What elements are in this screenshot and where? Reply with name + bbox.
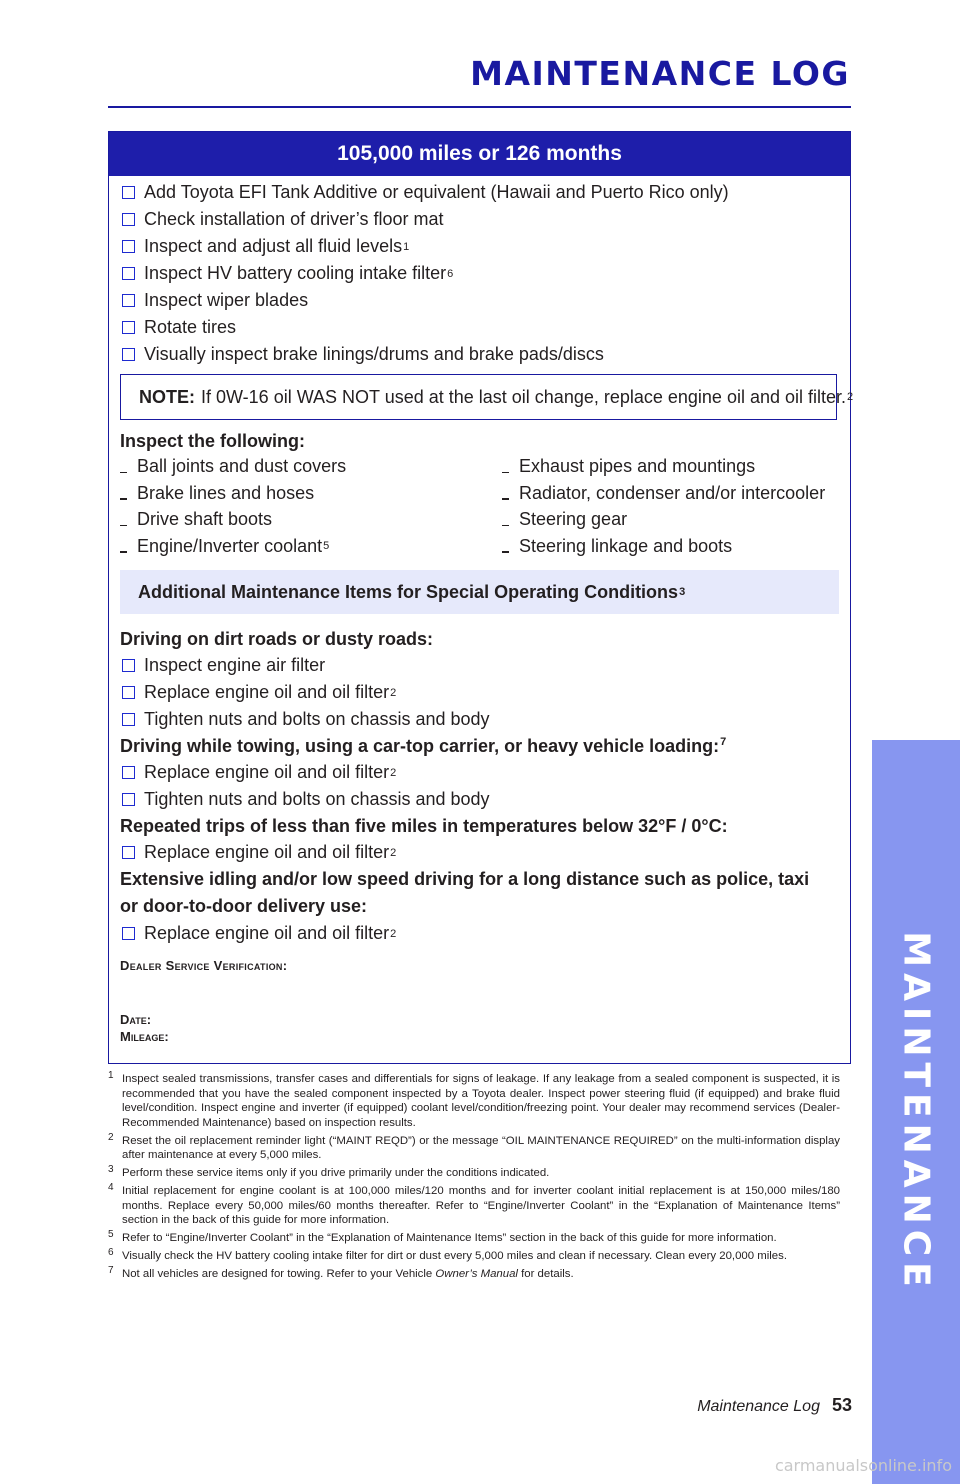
dash-marker — [120, 551, 127, 553]
mileage-label: Mileage: — [120, 1029, 169, 1044]
condition-heading-text: Extensive idling and/or low speed driving for a long distance such as police, taxi or door-to-door delivery use: — [120, 869, 810, 916]
owners-manual-title: Owner’s Manual — [435, 1268, 518, 1280]
inspect-item — [120, 506, 346, 533]
condition-heading — [120, 866, 820, 920]
checklist-item: Replace engine oil and oil filter 2 — [122, 839, 840, 866]
condition-checklist — [120, 920, 840, 947]
page-footer — [697, 1395, 852, 1416]
inspect-item — [502, 480, 825, 507]
checkbox[interactable] — [122, 267, 135, 280]
checklist-item — [122, 206, 729, 233]
inspect-list-left — [120, 453, 346, 559]
title-divider — [108, 106, 851, 108]
checklist-item — [122, 314, 729, 341]
footnote-ref: 7 — [720, 736, 727, 748]
checkbox[interactable] — [122, 321, 135, 334]
section-tab — [872, 740, 960, 1484]
checkbox[interactable] — [122, 793, 135, 806]
condition-heading — [120, 733, 840, 759]
footnote — [108, 1166, 840, 1181]
checklist-item — [122, 706, 840, 733]
checklist-item: Replace engine oil and oil filter 2 — [122, 759, 840, 786]
inspect-item-text: Engine/Inverter coolant — [137, 535, 323, 556]
inspect-item-text: Brake lines and hoses — [137, 482, 315, 503]
inspect-item-text: Ball joints and dust covers — [137, 456, 347, 476]
dash-marker — [502, 551, 509, 553]
inspect-item: Engine/Inverter coolant 5 — [120, 533, 346, 560]
note-text: If 0W-16 oil WAS NOT used at the last oil change, replace engine oil and oil filter. — [201, 386, 847, 407]
footer-section-label: Maintenance Log — [697, 1398, 820, 1415]
checklist-item-text: Replace engine oil and oil filter — [144, 762, 390, 782]
footnote-text: Refer to “Engine/Inverter Coolant” in the “Explanation of Maintenance Items” section in the back of this guide for more information. — [122, 1232, 777, 1244]
section-tab-label: MAINTENANCE — [895, 931, 937, 1293]
note-label: NOTE: — [139, 386, 195, 407]
footnote-number: 3 — [108, 1164, 114, 1175]
watermark: carmanualsonline.info — [774, 1456, 952, 1475]
footnote-number: 6 — [108, 1247, 114, 1258]
inspect-item-text: Radiator, condenser and/or intercooler — [519, 482, 826, 503]
footnote-text: Visually check the HV battery cooling intake filter for dirt or dust every 5,000 miles and clean if necessary. Clean every 20,000 miles. — [122, 1250, 787, 1262]
footnote-number: 2 — [108, 1131, 114, 1143]
checklist-item-text: Inspect engine air filter — [144, 655, 326, 675]
checklist-item-text: Check installation of driver’s floor mat — [144, 209, 444, 229]
checklist-item — [122, 652, 840, 679]
inspect-item — [120, 480, 346, 507]
oil-note: NOTE: If 0W-16 oil WAS NOT used at the last oil change, replace engine oil and oil filter. 2 — [120, 374, 837, 420]
inspect-heading: Inspect the following: — [120, 431, 305, 451]
page-title: MAINTENANCE LOG — [470, 54, 850, 93]
checklist-item: Inspect HV battery cooling intake filter 6 — [122, 260, 729, 287]
condition-checklist — [120, 759, 840, 813]
footnote-text: Initial replacement for engine coolant is at 100,000 miles/120 months and for inverter coolant initial replacement is at 150,000 miles/180 months. Replace every 50,000 miles/60 months thereafter. Refer to “Engine/Inverter Coolant” in the “Explanation of Maintenance Items” section in the back of this guide for more information. — [122, 1185, 840, 1226]
footnote-number: 5 — [108, 1229, 114, 1240]
checkbox[interactable] — [122, 846, 135, 859]
footnote-text: for details. — [517, 1268, 574, 1280]
footnote-text: Reset the oil replacement reminder light (“MAINT REQD”) or the message “OIL MAINTENANCE REQUIRED” on the multi-information display after maintenance at every 5,000 miles. — [122, 1134, 840, 1161]
checklist-item-text: Replace engine oil and oil filter — [144, 842, 390, 862]
checklist-item — [122, 179, 729, 206]
checkbox[interactable] — [122, 713, 135, 726]
footnote-text: Perform these service items only if you drive primarily under the conditions indicated. — [122, 1167, 550, 1179]
checkbox[interactable] — [122, 659, 135, 672]
inspect-item-text: Drive shaft boots — [137, 509, 273, 529]
checklist-item-text: Tighten nuts and bolts on chassis and body — [144, 789, 490, 809]
checklist-item: Replace engine oil and oil filter 2 — [122, 920, 840, 947]
dash-marker — [502, 525, 509, 527]
date-label: Date: — [120, 1012, 152, 1027]
condition-heading — [120, 813, 840, 839]
condition-checklist — [120, 652, 840, 733]
checklist-item: Inspect and adjust all fluid levels 1 — [122, 233, 729, 260]
dealer-service-verification: Dealer Service Verification: — [120, 958, 288, 973]
special-conditions — [120, 626, 840, 947]
condition-heading — [120, 626, 840, 652]
inspect-item-text: Steering linkage and boots — [519, 535, 733, 556]
checklist-item-text: Replace engine oil and oil filter — [144, 923, 390, 943]
inspect-item — [502, 506, 825, 533]
checklist-item-text: Rotate tires — [144, 317, 237, 337]
interval-header: 105,000 miles or 126 months — [109, 132, 850, 176]
checklist-item-text: Inspect wiper blades — [144, 290, 309, 310]
checkbox[interactable] — [122, 348, 135, 361]
checklist-item: Replace engine oil and oil filter 2 — [122, 679, 840, 706]
checkbox[interactable] — [122, 213, 135, 226]
footnote-number: 1 — [108, 1070, 114, 1081]
dash-marker — [502, 498, 509, 500]
condition-heading-text: Driving on dirt roads or dusty roads: — [120, 629, 434, 649]
inspect-item-text: Exhaust pipes and mountings — [519, 456, 756, 476]
inspect-item — [502, 453, 825, 480]
dash-marker — [502, 472, 509, 474]
additional-items-text: Additional Maintenance Items for Special Operating Conditions — [138, 581, 679, 602]
checklist-item-text: Inspect and adjust all fluid levels — [144, 236, 403, 256]
checklist-item-text: Replace engine oil and oil filter — [144, 682, 390, 702]
footnote — [108, 1072, 840, 1130]
additional-items-heading: Additional Maintenance Items for Special Operating Conditions 3 — [120, 570, 839, 614]
footnote — [108, 1267, 840, 1282]
footnote — [108, 1184, 840, 1228]
checklist-item-text: Tighten nuts and bolts on chassis and body — [144, 709, 490, 729]
footnote-text: Not all vehicles are designed for towing. Refer to your Vehicle — [122, 1268, 436, 1280]
inspect-item — [120, 453, 346, 480]
checkbox[interactable] — [122, 186, 135, 199]
checkbox[interactable] — [122, 766, 135, 779]
checklist-item-text: Inspect HV battery cooling intake filter — [144, 263, 447, 283]
footnote-text: Inspect sealed transmissions, transfer cases and differentials for signs of leakage. If any leakage from a sealed component is suspected, it is recommended that you have the sealed component inspected by a Toyota dealer. Inspect power steering fluid (if equipped) and brake fluid level/condition. Inspect engine and inverter (if equipped) coolant level/condition/freezing point. Your dealer may recommend services (Dealer-Recommended Maintenance) based on inspection results. — [122, 1073, 840, 1129]
footnote — [108, 1249, 840, 1264]
dash-marker — [120, 525, 127, 527]
dash-marker — [120, 498, 127, 500]
footnote-number: 4 — [108, 1182, 114, 1193]
service-checklist — [122, 179, 729, 368]
footnote-number: 7 — [108, 1265, 114, 1276]
footnotes — [108, 1072, 840, 1285]
checkbox[interactable] — [122, 927, 135, 940]
checkbox[interactable] — [122, 294, 135, 307]
condition-checklist — [120, 839, 840, 866]
checklist-item — [122, 287, 729, 314]
checklist-item-text: Add Toyota EFI Tank Additive or equivalent (Hawaii and Puerto Rico only) — [144, 182, 729, 202]
footnote — [108, 1231, 840, 1246]
page-number: 53 — [831, 1395, 852, 1415]
checkbox[interactable] — [122, 686, 135, 699]
condition-heading-text: Driving while towing, using a car-top carrier, or heavy vehicle loading: — [120, 736, 720, 756]
inspect-item-text: Steering gear — [519, 509, 628, 529]
inspect-list-right — [502, 453, 825, 559]
maintenance-box — [108, 131, 854, 1064]
footnote — [108, 1131, 840, 1163]
checkbox[interactable] — [122, 240, 135, 253]
dash-marker — [120, 472, 127, 474]
checklist-item — [122, 786, 840, 813]
inspect-item — [502, 533, 825, 560]
checklist-item — [122, 341, 729, 368]
checklist-item-text: Visually inspect brake linings/drums and brake pads/discs — [144, 344, 604, 364]
condition-heading-text: Repeated trips of less than five miles in temperatures below 32°F / 0°C: — [120, 816, 728, 836]
